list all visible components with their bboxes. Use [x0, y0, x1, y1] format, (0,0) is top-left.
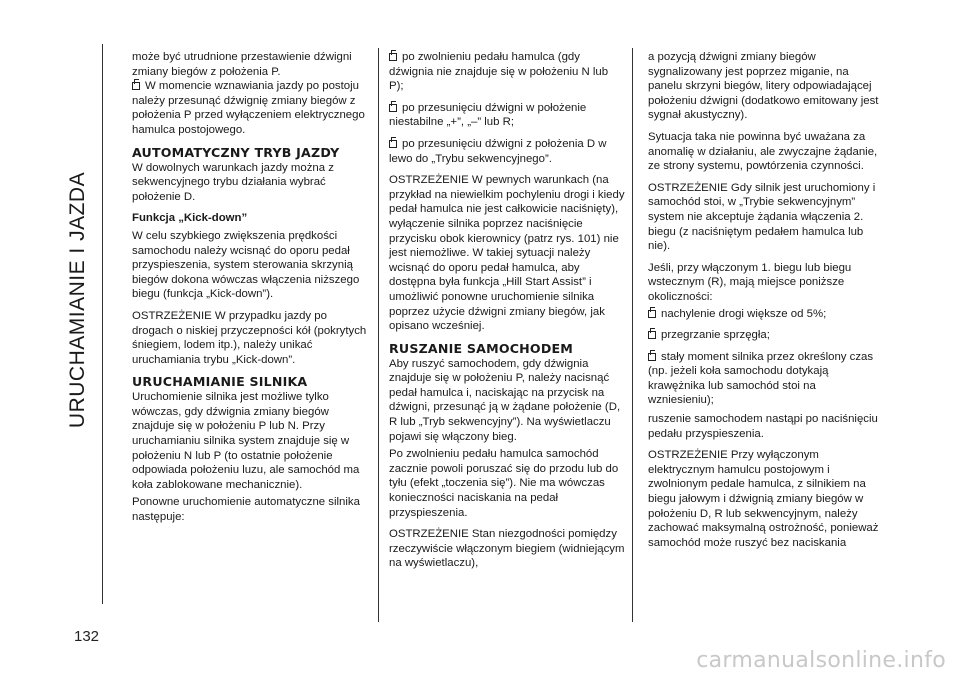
column-1 — [132, 50, 368, 532]
bullet-icon — [389, 104, 397, 112]
bullet-item — [389, 101, 625, 130]
bullet-icon — [389, 140, 397, 148]
warning-paragraph: OSTRZEŻENIE W pewnych warunkach (na przykład na niewielkim pochyleniu drogi i kiedy pedał hamulca nie jest całkowicie naciśnięty), wyłączenie silnika poprzez naciśnięcie przycisku obok kierownicy (patrz rys. 101) nie jest niemożliwe. W takiej sytuacji należy wcisnąć do oporu pedał hamulca, aby dostępna była funkcja „Hill Start Assist” i umożliwić ponowne uruchomienie silnika poprzez użycie dźwigni zmiany biegów, jak opisano wcześniej. — [389, 174, 625, 333]
bullet-text: stały moment silnika przez określony czas (np. jeżeli koła samochodu dotykają krawężnika lub samochód stoi na wzniesieniu); — [648, 350, 874, 407]
section-heading: RUSZANIE SAMOCHODEM — [389, 340, 574, 356]
watermark-text: carmanualsonline.info — [696, 648, 946, 673]
bullet-text: po przesunięciu dźwigni z położenia D w lewo do „Trybu sekwencyjnego”. — [389, 137, 607, 165]
paragraph: Po zwolnieniu pedału hamulca samochód zacznie powoli poruszać się do przodu lub do tyłu (efekt „toczenia się”). Nie ma wówczas konieczności naciskania na pedał przyspieszenia. — [389, 448, 619, 519]
paragraph: Ponowne uruchomienie automatyczne silnika następuje: — [132, 496, 360, 524]
bullet-text: po zwolnieniu pedału hamulca (gdy dźwignia nie znajduje się w położeniu N lub P); — [389, 51, 609, 93]
section-heading: URUCHAMIANIE SILNIKA — [132, 374, 308, 390]
bullet-item — [648, 350, 884, 408]
paragraph: może być utrudnione przestawienie dźwigni zmiany biegów z położenia P. — [132, 51, 352, 78]
column-3 — [648, 50, 884, 557]
warning-paragraph: OSTRZEŻENIE Przy wyłączonym elektrycznym hamulcu postojowym i zwolnionym pedale hamulca, z silnikiem na biegu jałowym i dźwignią zmiany biegów w położeniu D, R lub sekwencyjnym, należy zachować maksymalną ostrożność, ponieważ samochód może ruszyć bez naciskania — [648, 449, 879, 549]
bullet-item — [389, 50, 625, 94]
column-2 — [389, 50, 625, 578]
section-title: URUCHAMIANIE I JAZDA — [66, 171, 89, 429]
side-divider — [102, 44, 103, 604]
column-divider-2 — [632, 48, 633, 622]
bullet-icon — [648, 310, 656, 318]
warning-paragraph: OSTRZEŻENIE W przypadku jazdy po drogach o niskiej przyczepności kół (pokrytych śniegiem, lodem itp.), należy unikać uruchamiania trybu „Kick-down”. — [132, 309, 367, 366]
paragraph: W celu szybkiego zwiększenia prędkości samochodu należy wcisnąć do oporu pedał przyspieszenia, system sterowania skrzynią biegów dokona wówczas włączenia niższego biegu (funkcja „Kick-down”). — [132, 229, 360, 301]
paragraph: Uruchomienie silnika jest możliwe tylko wówczas, gdy dźwignia zmiany biegów znajduje się w położeniu P lub N. Przy uruchamianiu silnika system znajduje się w położeniu N lub P (to ostatnie położenie odpowiada położeniu luzu, ale samochód ma koła zablokowane mechanicznie). — [132, 391, 360, 491]
warning-paragraph: OSTRZEŻENIE Stan niezgodności pomiędzy rzeczywiście włączonym biegiem (widniejącym na wyświetlaczu), — [389, 528, 625, 570]
bullet-item — [132, 79, 368, 137]
bullet-icon — [389, 53, 397, 61]
paragraph: ruszenie samochodem nastąpi po naciśnięciu pedału przyspieszenia. — [648, 413, 878, 440]
bullet-icon — [648, 353, 656, 361]
paragraph: Aby ruszyć samochodem, gdy dźwignia znajduje się w położeniu P, należy nacisnąć pedał hamulca i, naciskając na przycisk na dźwigni, przesunąć ją w żądane położenie (D, R lub „Tryb sekwencyjny”). Na wyświetlaczu pojawi się włączony bieg. — [389, 357, 621, 443]
bullet-text: W momencie wznawiania jazdy po postoju należy przesunąć dźwignię zmiany biegów z położenia P przed wyłączeniem elektrycznego hamulca postojowego. — [132, 80, 365, 136]
bullet-text: przegrzanie sprzęgła; — [661, 329, 770, 342]
page-number: 132 — [74, 628, 100, 645]
section-heading: AUTOMATYCZNY TRYB JAZDY — [132, 144, 340, 160]
subheading: Funkcja „Kick-down” — [132, 212, 248, 225]
paragraph: a pozycją dźwigni zmiany biegów sygnalizowany jest poprzez miganie, na panelu skrzyni biegów, litery odpowiadającej położeniu dźwigni (dodatkowo emitowany jest sygnał akustyczny). — [648, 51, 879, 122]
paragraph: W dowolnych warunkach jazdy można z sekwencyjnego trybu działania wybrać położenie D. — [132, 161, 334, 203]
bullet-item — [648, 328, 884, 343]
bullet-text: po przesunięciu dźwigni w położenie niestabilne „+”, „–” lub R; — [389, 101, 587, 129]
warning-paragraph: OSTRZEŻENIE Gdy silnik jest uruchomiony i samochód stoi, w „Trybie sekwencyjnym” system nie akceptuje żądania włączenia 2. biegu (z naciśniętym pedałem hamulca lub nie). — [648, 181, 876, 253]
bullet-item — [389, 137, 625, 166]
paragraph: Jeśli, przy włączonym 1. biegu lub biegu wstecznym (R), mają miejsce poniższe okoliczności: — [648, 261, 852, 303]
bullet-icon — [132, 82, 140, 90]
column-divider-1 — [378, 48, 379, 622]
bullet-icon — [648, 331, 656, 339]
paragraph: Sytuacja taka nie powinna być uważana za anomalię w działaniu, ale zwyczajne żądanie, ze strony systemu, powtórzenia czynności. — [648, 130, 878, 173]
bullet-text: nachylenie drogi większe od 5%; — [661, 307, 827, 320]
bullet-item — [648, 307, 884, 322]
